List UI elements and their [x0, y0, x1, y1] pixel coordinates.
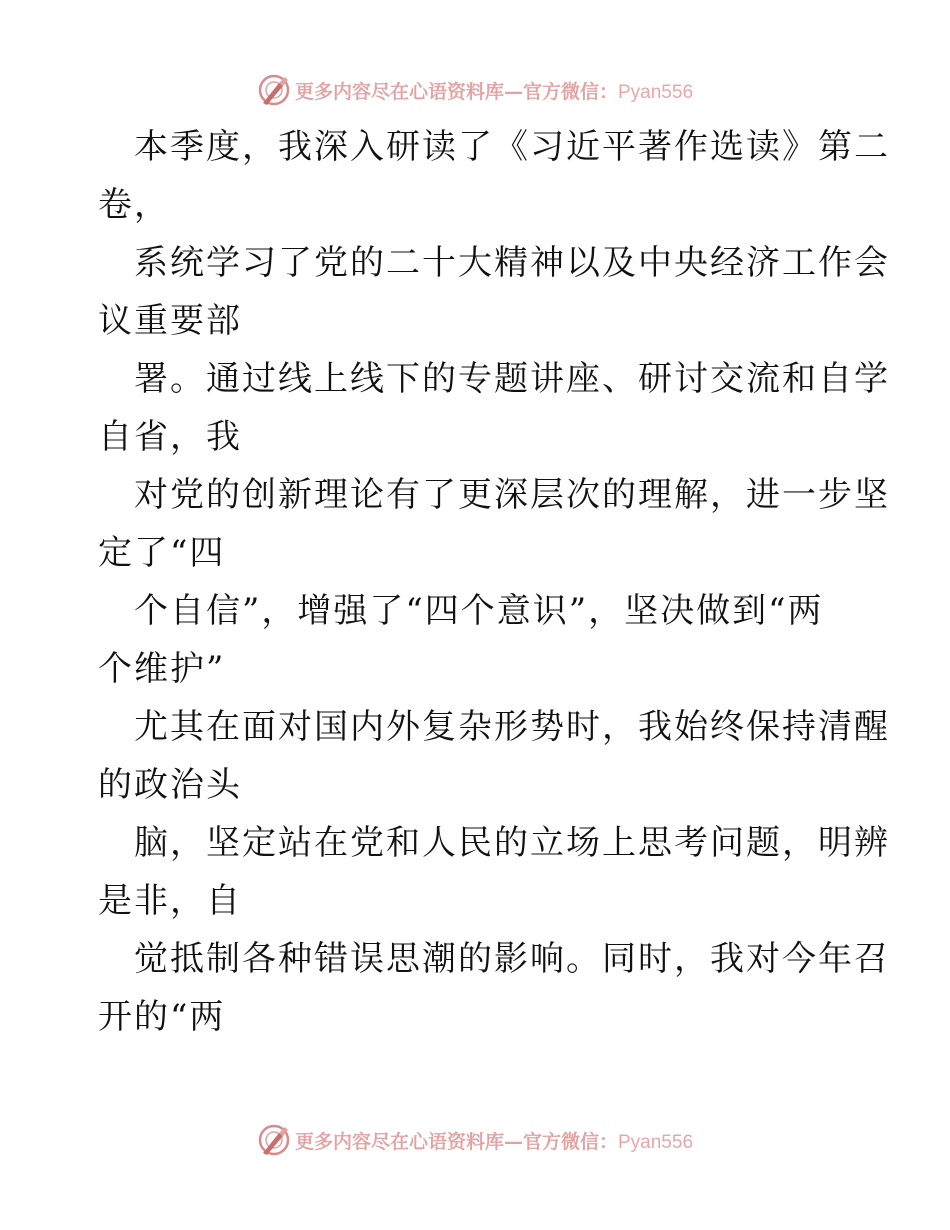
watermark-dash: —	[503, 80, 523, 103]
body-text-line: 定了“四	[98, 533, 226, 573]
watermark-wechat-label: 官方微信：	[522, 1130, 618, 1153]
body-text-line: 个维护”	[98, 649, 226, 689]
watermark-text	[295, 1127, 693, 1154]
body-text-line: 本季度，我深入研读了《习近平著作选读》第二	[134, 127, 890, 167]
watermark-wechat-id: Pyan556	[618, 1131, 694, 1153]
watermark-wechat-label: 官方微信：	[522, 80, 618, 103]
document-body	[98, 118, 890, 1046]
body-text-line: 觉抵制各种错误思潮的影响。同时，我对今年召	[134, 939, 890, 979]
watermark-prefix: 更多内容尽在心语资料库	[294, 80, 504, 103]
body-text-line: 对党的创新理论有了更深层次的理解，进一步坚	[134, 475, 890, 515]
watermark-wechat-id: Pyan556	[618, 81, 694, 103]
body-text-line: 自省，我	[98, 417, 242, 457]
watermark-prefix: 更多内容尽在心语资料库	[294, 1130, 504, 1153]
body-text-line: 是非，自	[98, 881, 242, 921]
body-text-line: 脑，坚定站在党和人民的立场上思考问题，明辨	[134, 823, 890, 863]
header-watermark	[0, 70, 950, 110]
body-text-line: 的政治头	[98, 765, 242, 805]
body-text-line: 个自信”，增强了“四个意识”，坚决做到“两	[134, 591, 824, 631]
body-text-line: 尤其在面对国内外复杂形势时，我始终保持清醒	[134, 707, 890, 747]
footer-watermark	[0, 1120, 950, 1160]
body-text-line: 卷，	[98, 185, 170, 225]
body-text-line: 议重要部	[98, 301, 242, 341]
body-text-line: 开的“两	[98, 997, 226, 1037]
pen-logo-icon	[257, 1123, 291, 1157]
watermark-text	[295, 77, 693, 104]
pen-logo-icon	[257, 73, 291, 107]
watermark-dash: —	[503, 1130, 523, 1153]
body-text-line: 系统学习了党的二十大精神以及中央经济工作会	[134, 243, 890, 283]
body-text-line: 署。通过线上线下的专题讲座、研讨交流和自学	[134, 359, 890, 399]
